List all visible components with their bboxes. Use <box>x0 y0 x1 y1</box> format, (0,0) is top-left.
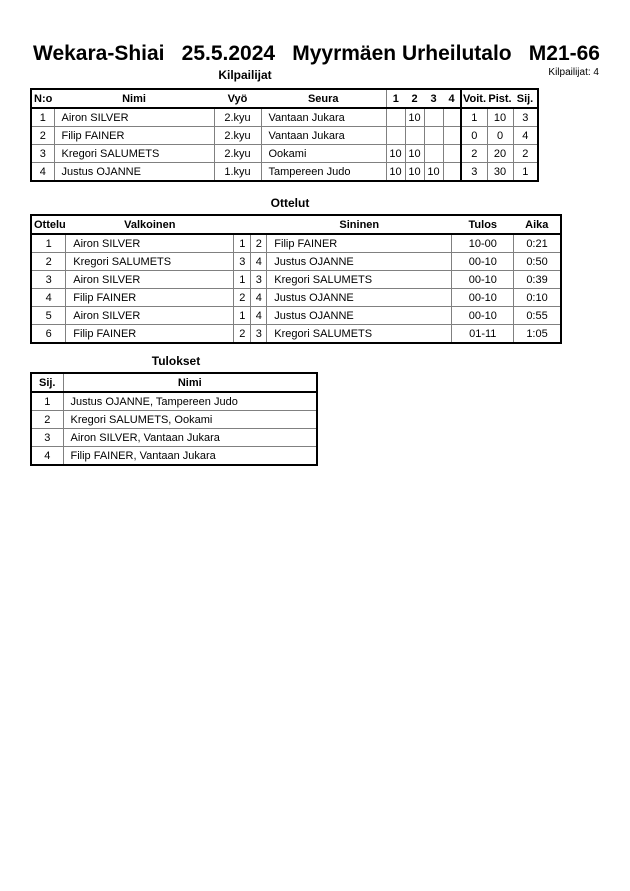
result-row <box>31 392 317 411</box>
competitor-name: Kregori SALUMETS <box>54 145 214 163</box>
result-name: Filip FAINER, Vantaan Jukara <box>63 447 317 466</box>
round-1-score <box>386 127 405 145</box>
competitor-points: 10 <box>487 108 513 127</box>
title-date: 25.5.2024 <box>181 42 276 65</box>
white-player-no: 1 <box>234 307 251 325</box>
title-event: Wekara-Shiai <box>33 42 165 65</box>
competitor-row <box>31 163 538 182</box>
round-4-score <box>443 127 461 145</box>
col-name: Nimi <box>63 373 317 392</box>
blue-player: Filip FAINER <box>267 234 452 253</box>
result-name: Justus OJANNE, Tampereen Judo <box>63 392 317 411</box>
result-row <box>31 429 317 447</box>
round-4-score <box>443 163 461 182</box>
col-points: Pist. <box>487 89 513 108</box>
white-player-no: 1 <box>234 271 251 289</box>
round-2-score <box>405 127 424 145</box>
result-place: 2 <box>31 411 63 429</box>
col-result: Tulos <box>452 215 514 234</box>
col-wins: Voit. <box>461 89 487 108</box>
result-place: 1 <box>31 392 63 411</box>
competitor-wins: 3 <box>461 163 487 182</box>
match-result: 00-10 <box>452 289 514 307</box>
col-round-1: 1 <box>386 89 405 108</box>
round-3-score <box>424 127 443 145</box>
competitor-name: Justus OJANNE <box>54 163 214 182</box>
round-2-score: 10 <box>405 108 424 127</box>
white-player: Kregori SALUMETS <box>66 253 234 271</box>
blue-player: Justus OJANNE <box>267 289 452 307</box>
competitor-name: Filip FAINER <box>54 127 214 145</box>
page-title <box>33 42 600 66</box>
col-name: Nimi <box>54 89 214 108</box>
competitor-club: Ookami <box>261 145 386 163</box>
competitor-points: 30 <box>487 163 513 182</box>
blue-player-no: 3 <box>251 271 267 289</box>
col-place: Sij. <box>31 373 63 392</box>
col-match: Ottelu <box>31 215 66 234</box>
competitor-place: 4 <box>513 127 538 145</box>
match-row <box>31 289 561 307</box>
result-row <box>31 411 317 429</box>
result-name: Kregori SALUMETS, Ookami <box>63 411 317 429</box>
round-3-score <box>424 108 443 127</box>
match-row <box>31 325 561 344</box>
blue-player: Kregori SALUMETS <box>267 325 452 344</box>
col-place: Sij. <box>513 89 538 108</box>
result-row <box>31 447 317 466</box>
round-2-score: 10 <box>405 163 424 182</box>
competitors-table-header <box>31 89 538 108</box>
title-category: M21-66 <box>528 42 600 65</box>
white-player: Filip FAINER <box>66 325 234 344</box>
match-row <box>31 253 561 271</box>
competitor-place: 1 <box>513 163 538 182</box>
col-white: Valkoinen <box>66 215 234 234</box>
col-white-no <box>234 215 251 234</box>
competitor-row <box>31 108 538 127</box>
match-time: 0:21 <box>514 234 561 253</box>
col-time: Aika <box>514 215 561 234</box>
result-place: 3 <box>31 429 63 447</box>
round-1-score: 10 <box>386 145 405 163</box>
col-blue-no <box>251 215 267 234</box>
competitor-place: 2 <box>513 145 538 163</box>
blue-player: Kregori SALUMETS <box>267 271 452 289</box>
round-1-score: 10 <box>386 163 405 182</box>
results-section-title: Tulokset <box>151 354 201 368</box>
blue-player-no: 3 <box>251 325 267 344</box>
match-no: 6 <box>31 325 66 344</box>
match-row <box>31 271 561 289</box>
white-player: Airon SILVER <box>66 234 234 253</box>
match-no: 1 <box>31 234 66 253</box>
blue-player-no: 4 <box>251 289 267 307</box>
competitor-belt: 2.kyu <box>214 108 261 127</box>
white-player: Airon SILVER <box>66 271 234 289</box>
round-3-score: 10 <box>424 163 443 182</box>
competitor-row <box>31 145 538 163</box>
competitors-table <box>30 88 539 182</box>
matches-table <box>30 214 562 344</box>
round-4-score <box>443 145 461 163</box>
col-round-3: 3 <box>424 89 443 108</box>
blue-player: Justus OJANNE <box>267 307 452 325</box>
competitor-no: 1 <box>31 108 54 127</box>
round-4-score <box>443 108 461 127</box>
round-3-score <box>424 145 443 163</box>
competitor-club: Tampereen Judo <box>261 163 386 182</box>
competitor-wins: 2 <box>461 145 487 163</box>
competitor-count-label: Kilpailijat: 4 <box>548 67 599 78</box>
competitor-points: 0 <box>487 127 513 145</box>
competitor-no: 4 <box>31 163 54 182</box>
competitor-points: 20 <box>487 145 513 163</box>
col-no: N:o <box>31 89 54 108</box>
blue-player-no: 4 <box>251 307 267 325</box>
col-blue: Sininen <box>267 215 452 234</box>
matches-section-title: Ottelut <box>270 196 310 210</box>
round-2-score: 10 <box>405 145 424 163</box>
match-time: 0:55 <box>514 307 561 325</box>
match-time: 0:10 <box>514 289 561 307</box>
competitor-no: 3 <box>31 145 54 163</box>
match-row <box>31 307 561 325</box>
competitors-section-title: Kilpailijat <box>218 68 272 82</box>
round-1-score <box>386 108 405 127</box>
match-time: 1:05 <box>514 325 561 344</box>
title-venue: Myyrmäen Urheilutalo <box>292 42 512 65</box>
competitor-name: Airon SILVER <box>54 108 214 127</box>
col-club: Seura <box>261 89 386 108</box>
competitor-wins: 0 <box>461 127 487 145</box>
white-player-no: 1 <box>234 234 251 253</box>
match-result: 01-11 <box>452 325 514 344</box>
matches-table-header <box>31 215 561 234</box>
match-time: 0:39 <box>514 271 561 289</box>
col-round-4: 4 <box>443 89 461 108</box>
blue-player-no: 4 <box>251 253 267 271</box>
results-table-header <box>31 373 317 392</box>
white-player-no: 2 <box>234 325 251 344</box>
competitor-wins: 1 <box>461 108 487 127</box>
match-no: 3 <box>31 271 66 289</box>
white-player: Airon SILVER <box>66 307 234 325</box>
white-player: Filip FAINER <box>66 289 234 307</box>
white-player-no: 3 <box>234 253 251 271</box>
result-name: Airon SILVER, Vantaan Jukara <box>63 429 317 447</box>
match-time: 0:50 <box>514 253 561 271</box>
results-table <box>30 372 318 466</box>
match-no: 5 <box>31 307 66 325</box>
competitor-no: 2 <box>31 127 54 145</box>
match-no: 4 <box>31 289 66 307</box>
competitor-belt: 2.kyu <box>214 145 261 163</box>
competitor-belt: 1.kyu <box>214 163 261 182</box>
blue-player: Justus OJANNE <box>267 253 452 271</box>
match-result: 00-10 <box>452 271 514 289</box>
result-place: 4 <box>31 447 63 466</box>
competitor-club: Vantaan Jukara <box>261 108 386 127</box>
match-result: 00-10 <box>452 307 514 325</box>
blue-player-no: 2 <box>251 234 267 253</box>
white-player-no: 2 <box>234 289 251 307</box>
match-result: 10-00 <box>452 234 514 253</box>
competitor-place: 3 <box>513 108 538 127</box>
col-round-2: 2 <box>405 89 424 108</box>
competitor-belt: 2.kyu <box>214 127 261 145</box>
match-no: 2 <box>31 253 66 271</box>
match-row <box>31 234 561 253</box>
competitor-row <box>31 127 538 145</box>
competitor-club: Vantaan Jukara <box>261 127 386 145</box>
match-result: 00-10 <box>452 253 514 271</box>
col-belt: Vyö <box>214 89 261 108</box>
